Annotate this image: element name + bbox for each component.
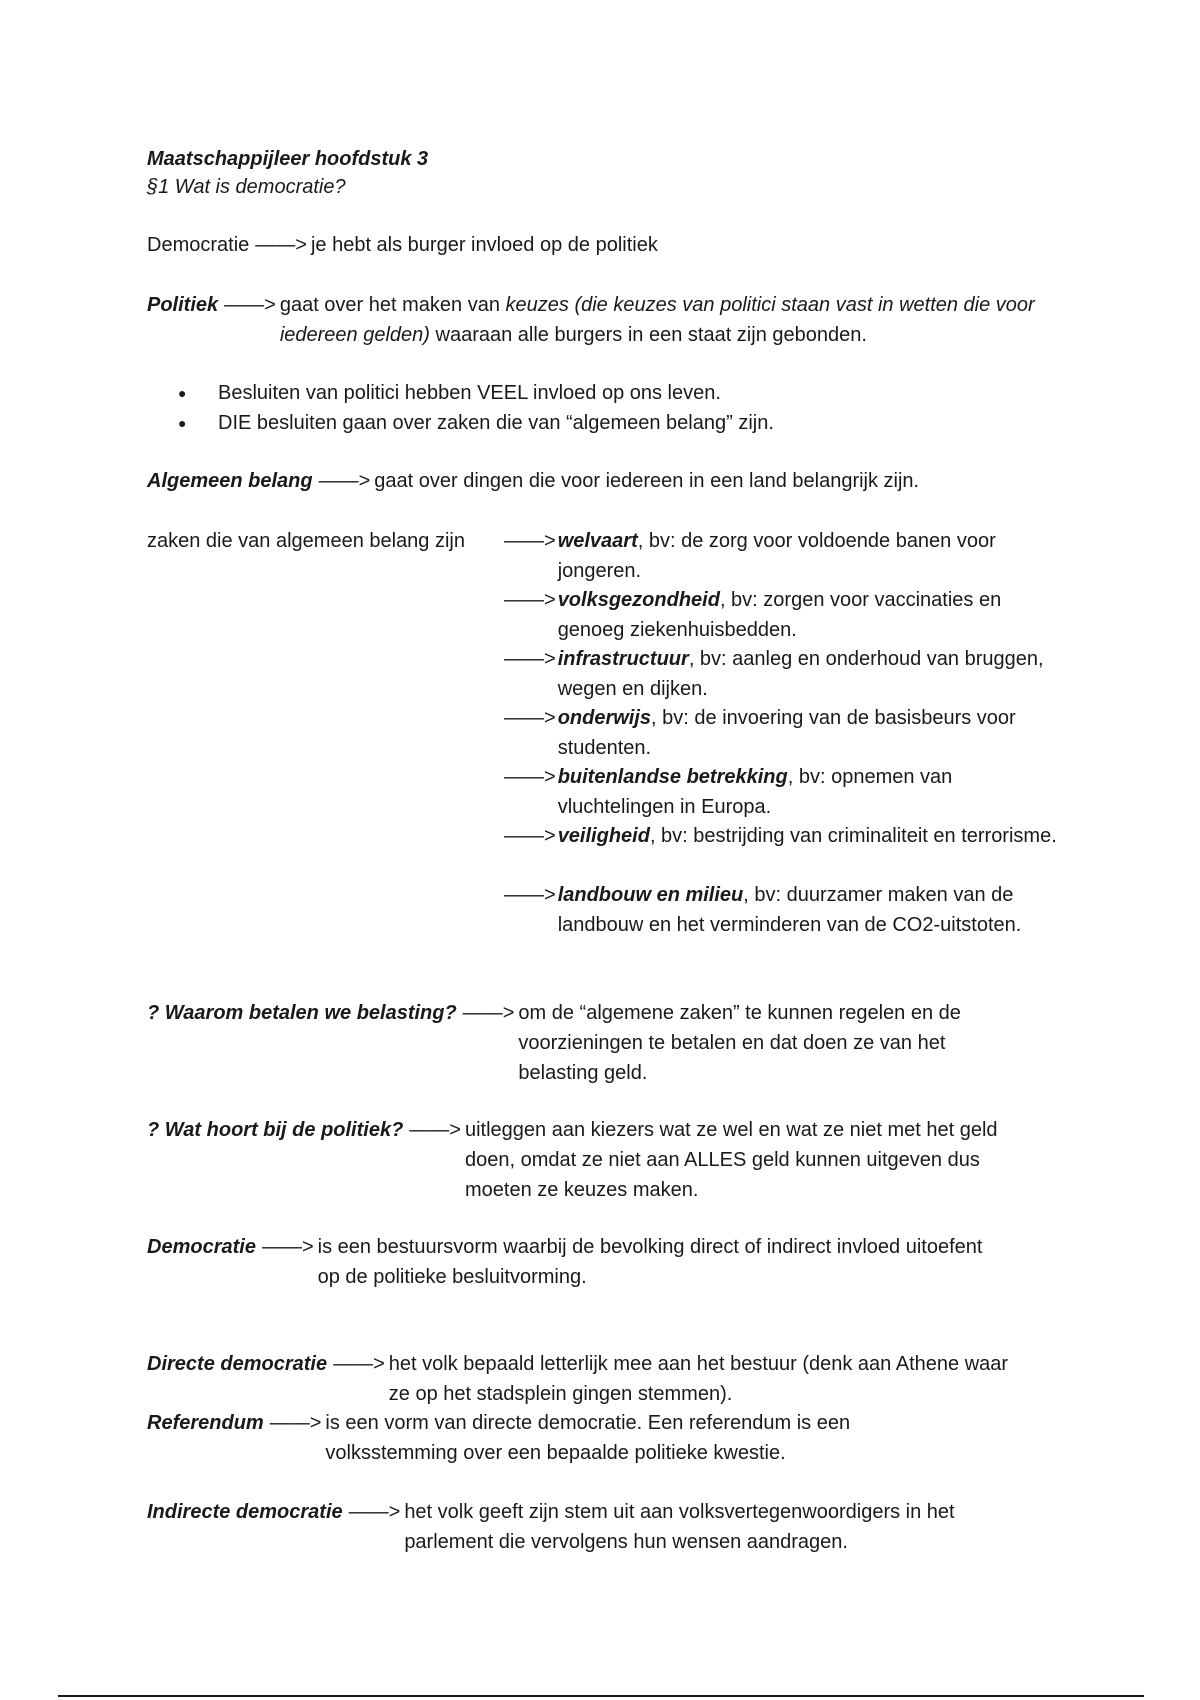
list-item bbox=[504, 526, 1064, 585]
term-referendum: Referendum bbox=[147, 1412, 264, 1434]
bullet-list bbox=[178, 378, 1058, 438]
list-item bbox=[504, 821, 1064, 880]
arrow: ——> bbox=[269, 1412, 322, 1434]
question-term: ? Wat hoort bij de politiek? bbox=[147, 1119, 404, 1141]
definition-democratie bbox=[147, 230, 1087, 260]
item-term: veiligheid bbox=[557, 825, 650, 847]
term-democratie: Democratie bbox=[147, 1236, 256, 1258]
list-item: ● DIE besluiten gaan over zaken die van “algemeen belang” zijn. bbox=[178, 408, 1058, 438]
term-directe-democratie: Directe democratie bbox=[147, 1353, 328, 1375]
definition-democratie-2 bbox=[147, 1232, 1087, 1292]
definition-directe-democratie bbox=[147, 1349, 1087, 1409]
answer-text: om de “algemene zaken” te kunnen regelen en de voorzieningen te betalen en dat doen ze van het belasting geld. bbox=[518, 1002, 961, 1084]
definition-part: waaraan alle burgers in een staat zijn gebonden. bbox=[429, 324, 867, 346]
list-item-text bbox=[558, 762, 1064, 822]
arrow: ——> bbox=[504, 530, 556, 552]
list-item-text bbox=[558, 585, 1064, 645]
question-term: ? Waarom betalen we belasting? bbox=[147, 1002, 457, 1024]
arrow: ——> bbox=[255, 234, 307, 256]
definition-part: gaat over het maken van bbox=[279, 294, 506, 316]
definition-text: gaat over dingen die voor iedereen in een land belangrijk zijn. bbox=[374, 470, 920, 492]
zaken-lead: zaken die van algemeen belang zijn bbox=[147, 530, 465, 552]
arrow: ——> bbox=[504, 589, 556, 611]
item-term: welvaart bbox=[557, 530, 638, 552]
arrow: ——> bbox=[504, 884, 556, 906]
item-example: , bv: duurzamer maken van de landbouw en het verminderen van de CO2-uitstoten. bbox=[557, 884, 1022, 936]
item-term: buitenlandse betrekking bbox=[557, 766, 788, 788]
list-item-text bbox=[558, 526, 1064, 586]
list-item-text bbox=[558, 644, 1064, 704]
arrow: ——> bbox=[409, 1119, 461, 1141]
list-item-text bbox=[558, 880, 1028, 940]
definition-text: is een bestuursvorm waarbij de bevolking direct of indirect invloed uitoefent op de politieke besluitvorming. bbox=[317, 1236, 983, 1288]
arrow: ——> bbox=[348, 1501, 401, 1523]
item-term: onderwijs bbox=[557, 707, 652, 729]
item-example: , bv: de invoering van de basisbeurs voor studenten. bbox=[557, 707, 1016, 759]
list-item bbox=[504, 585, 1064, 644]
arrow: ——> bbox=[333, 1353, 385, 1375]
definition-part-italic: keuzes (die keuzes van politici staan vast in wetten die voor iedereen gelden) bbox=[279, 294, 1035, 346]
arrow: ——> bbox=[318, 470, 371, 492]
term-indirecte-democratie: Indirecte democratie bbox=[147, 1501, 343, 1523]
question-belasting bbox=[147, 998, 1087, 1088]
arrow: ——> bbox=[504, 766, 556, 788]
definition-indirecte-democratie bbox=[147, 1497, 1087, 1557]
list-item bbox=[504, 762, 1064, 821]
list-item: ● Besluiten van politici hebben VEEL invloed op ons leven. bbox=[178, 378, 1058, 408]
arrow: ——> bbox=[462, 1002, 515, 1024]
item-example: , bv: aanleg en onderhoud van bruggen, wegen en dijken. bbox=[557, 648, 1044, 700]
definition-text: je hebt als burger invloed op de politiek bbox=[310, 234, 658, 256]
list-item bbox=[504, 880, 1064, 970]
definition-text: is een vorm van directe democratie. Een referendum is een volksstemming over een bepaalde politieke kwestie. bbox=[325, 1412, 851, 1464]
list-item bbox=[504, 644, 1064, 703]
list-item-text bbox=[558, 821, 1064, 851]
page-title: Maatschappijleer hoofdstuk 3 bbox=[147, 148, 429, 170]
question-politiek bbox=[147, 1115, 1087, 1205]
term-politiek: Politiek bbox=[147, 294, 219, 316]
definition-text bbox=[280, 290, 1070, 350]
list-item bbox=[504, 703, 1064, 762]
term-algemeen-belang: Algemeen belang bbox=[147, 470, 313, 492]
zaken-list bbox=[504, 526, 1064, 970]
arrow: ——> bbox=[504, 648, 556, 670]
item-example: , bv: zorgen voor vaccinaties en genoeg ziekenhuisbedden. bbox=[557, 589, 1002, 641]
item-example: , bv: opnemen van vluchtelingen in Europa. bbox=[557, 766, 953, 818]
definition-text: het volk geeft zijn stem uit aan volksvertegenwoordigers in het parlement die vervolgens hun wensen aandragen. bbox=[404, 1501, 955, 1553]
definition-politiek bbox=[147, 290, 1087, 350]
item-term: landbouw en milieu bbox=[557, 884, 744, 906]
definition-algemeen-belang bbox=[147, 466, 1087, 496]
item-example: , bv: de zorg voor voldoende banen voor jongeren. bbox=[557, 530, 996, 582]
definition-referendum bbox=[147, 1408, 1087, 1468]
arrow: ——> bbox=[261, 1236, 314, 1258]
item-term: volksgezondheid bbox=[557, 589, 720, 611]
item-example: , bv: bestrijding van criminaliteit en terrorisme. bbox=[649, 825, 1057, 847]
item-term: infrastructuur bbox=[557, 648, 689, 670]
definition-text: het volk bepaald letterlijk mee aan het bestuur (denk aan Athene waar ze op het stadsplein gingen stemmen). bbox=[388, 1353, 1009, 1405]
arrow: ——> bbox=[224, 294, 276, 316]
answer-text: uitleggen aan kiezers wat ze wel en wat ze niet met het geld doen, omdat ze niet aan ALLES geld kunnen uitgeven dus moeten ze keuzes maken. bbox=[464, 1119, 998, 1201]
page-bottom-rule bbox=[58, 1695, 1144, 1697]
arrow: ——> bbox=[504, 825, 556, 847]
term-democratie: Democratie bbox=[147, 234, 250, 256]
section-heading: §1 Wat is democratie? bbox=[147, 176, 346, 198]
arrow: ——> bbox=[504, 707, 556, 729]
list-item-text bbox=[558, 703, 1064, 763]
